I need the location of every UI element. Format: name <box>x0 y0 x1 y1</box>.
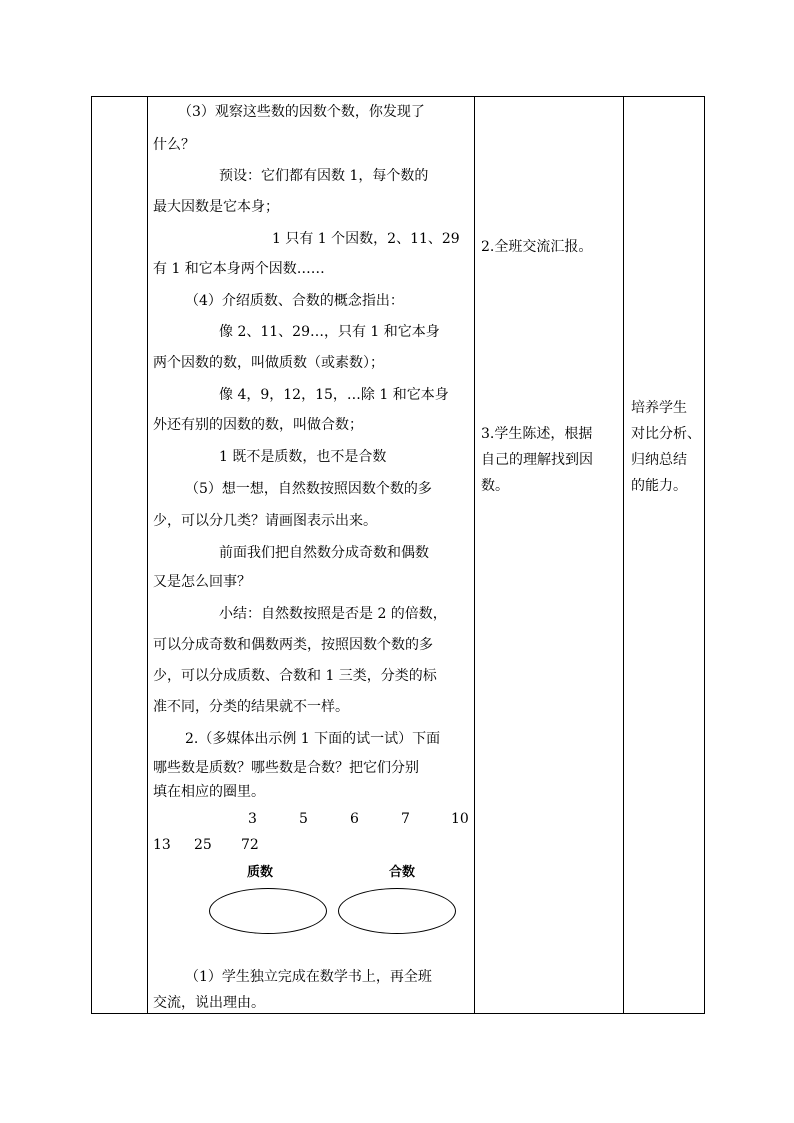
number-item: 72 <box>241 837 259 853</box>
text-line: 1 既不是质数，也不是合数 <box>219 449 387 465</box>
prime-oval <box>209 888 327 934</box>
text-line: 少，可以分成质数、合数和 1 三类，分类的标 <box>153 668 437 684</box>
student-item-2: 2.全班交流汇报。 <box>481 239 593 255</box>
text-line: 最大因数是它本身； <box>153 199 279 215</box>
text-line: 1 只有 1 个因数，2、11、29 <box>272 231 460 247</box>
number-item: 6 <box>350 811 359 827</box>
student-activity-cell <box>475 97 624 1014</box>
number-item: 25 <box>194 837 212 853</box>
number-item: 3 <box>248 811 257 827</box>
design-intent-cell <box>624 97 705 1014</box>
text-line: 哪些数是质数？哪些数是合数？把它们分别 <box>153 760 419 776</box>
text-line: 像 2、11、29…，只有 1 和它本身 <box>219 324 440 340</box>
text-line: 2.（多媒体出示例 1 下面的试一试）下面 <box>185 731 441 747</box>
student-item-3-line: 数。 <box>481 478 509 494</box>
teaching-process-cell <box>148 97 475 1014</box>
text-line: （1）学生独立完成在数学书上，再全班 <box>185 969 432 985</box>
text-line: 少，可以分几类？请画图表示出来。 <box>153 513 377 529</box>
composite-oval <box>338 888 456 934</box>
text-line: 什么？ <box>153 137 195 153</box>
number-item: 13 <box>153 837 171 853</box>
lesson-plan-table <box>91 96 705 1014</box>
intent-line: 归纳总结 <box>631 452 687 468</box>
text-line: 可以分成奇数和偶数两类，按照因数个数的多 <box>153 637 433 653</box>
text-line: 预设：它们都有因数 1，每个数的 <box>219 168 429 184</box>
text-line: （4）介绍质数、合数的概念指出： <box>185 293 404 309</box>
number-item: 5 <box>299 811 308 827</box>
number-item: 7 <box>401 811 410 827</box>
text-line: 小结：自然数按照是否是 2 的倍数， <box>219 606 447 622</box>
text-line: 前面我们把自然数分成奇数和偶数 <box>219 545 429 561</box>
intent-line: 对比分析、 <box>631 426 701 442</box>
composite-label: 合数 <box>389 865 416 880</box>
text-line: 两个因数的数，叫做质数（或素数）； <box>153 355 384 371</box>
student-item-3-line: 自己的理解找到因 <box>481 452 593 468</box>
intent-line: 培养学生 <box>631 400 687 416</box>
blank-column-cell <box>92 97 148 1014</box>
prime-label: 质数 <box>247 865 274 880</box>
text-line: 交流，说出理由。 <box>153 995 265 1011</box>
student-item-3-line: 3.学生陈述，根据 <box>481 426 593 442</box>
text-line: 有 1 和它本身两个因数…… <box>153 261 325 277</box>
text-line: 填在相应的圈里。 <box>153 784 265 800</box>
intent-line: 的能力。 <box>631 478 687 494</box>
number-item: 10 <box>451 811 469 827</box>
text-line: （3）观察这些数的因数个数，你发现了 <box>178 104 425 120</box>
text-line: 外还有别的因数的数，叫做合数； <box>153 417 363 433</box>
table-row <box>92 97 705 1014</box>
text-line: 又是怎么回事？ <box>153 574 251 590</box>
text-line: （5）想一想，自然数按照因数个数的多 <box>185 481 432 497</box>
text-line: 准不同，分类的结果就不一样。 <box>153 699 349 715</box>
text-line: 像 4，9，12，15，…除 1 和它本身 <box>219 387 449 403</box>
